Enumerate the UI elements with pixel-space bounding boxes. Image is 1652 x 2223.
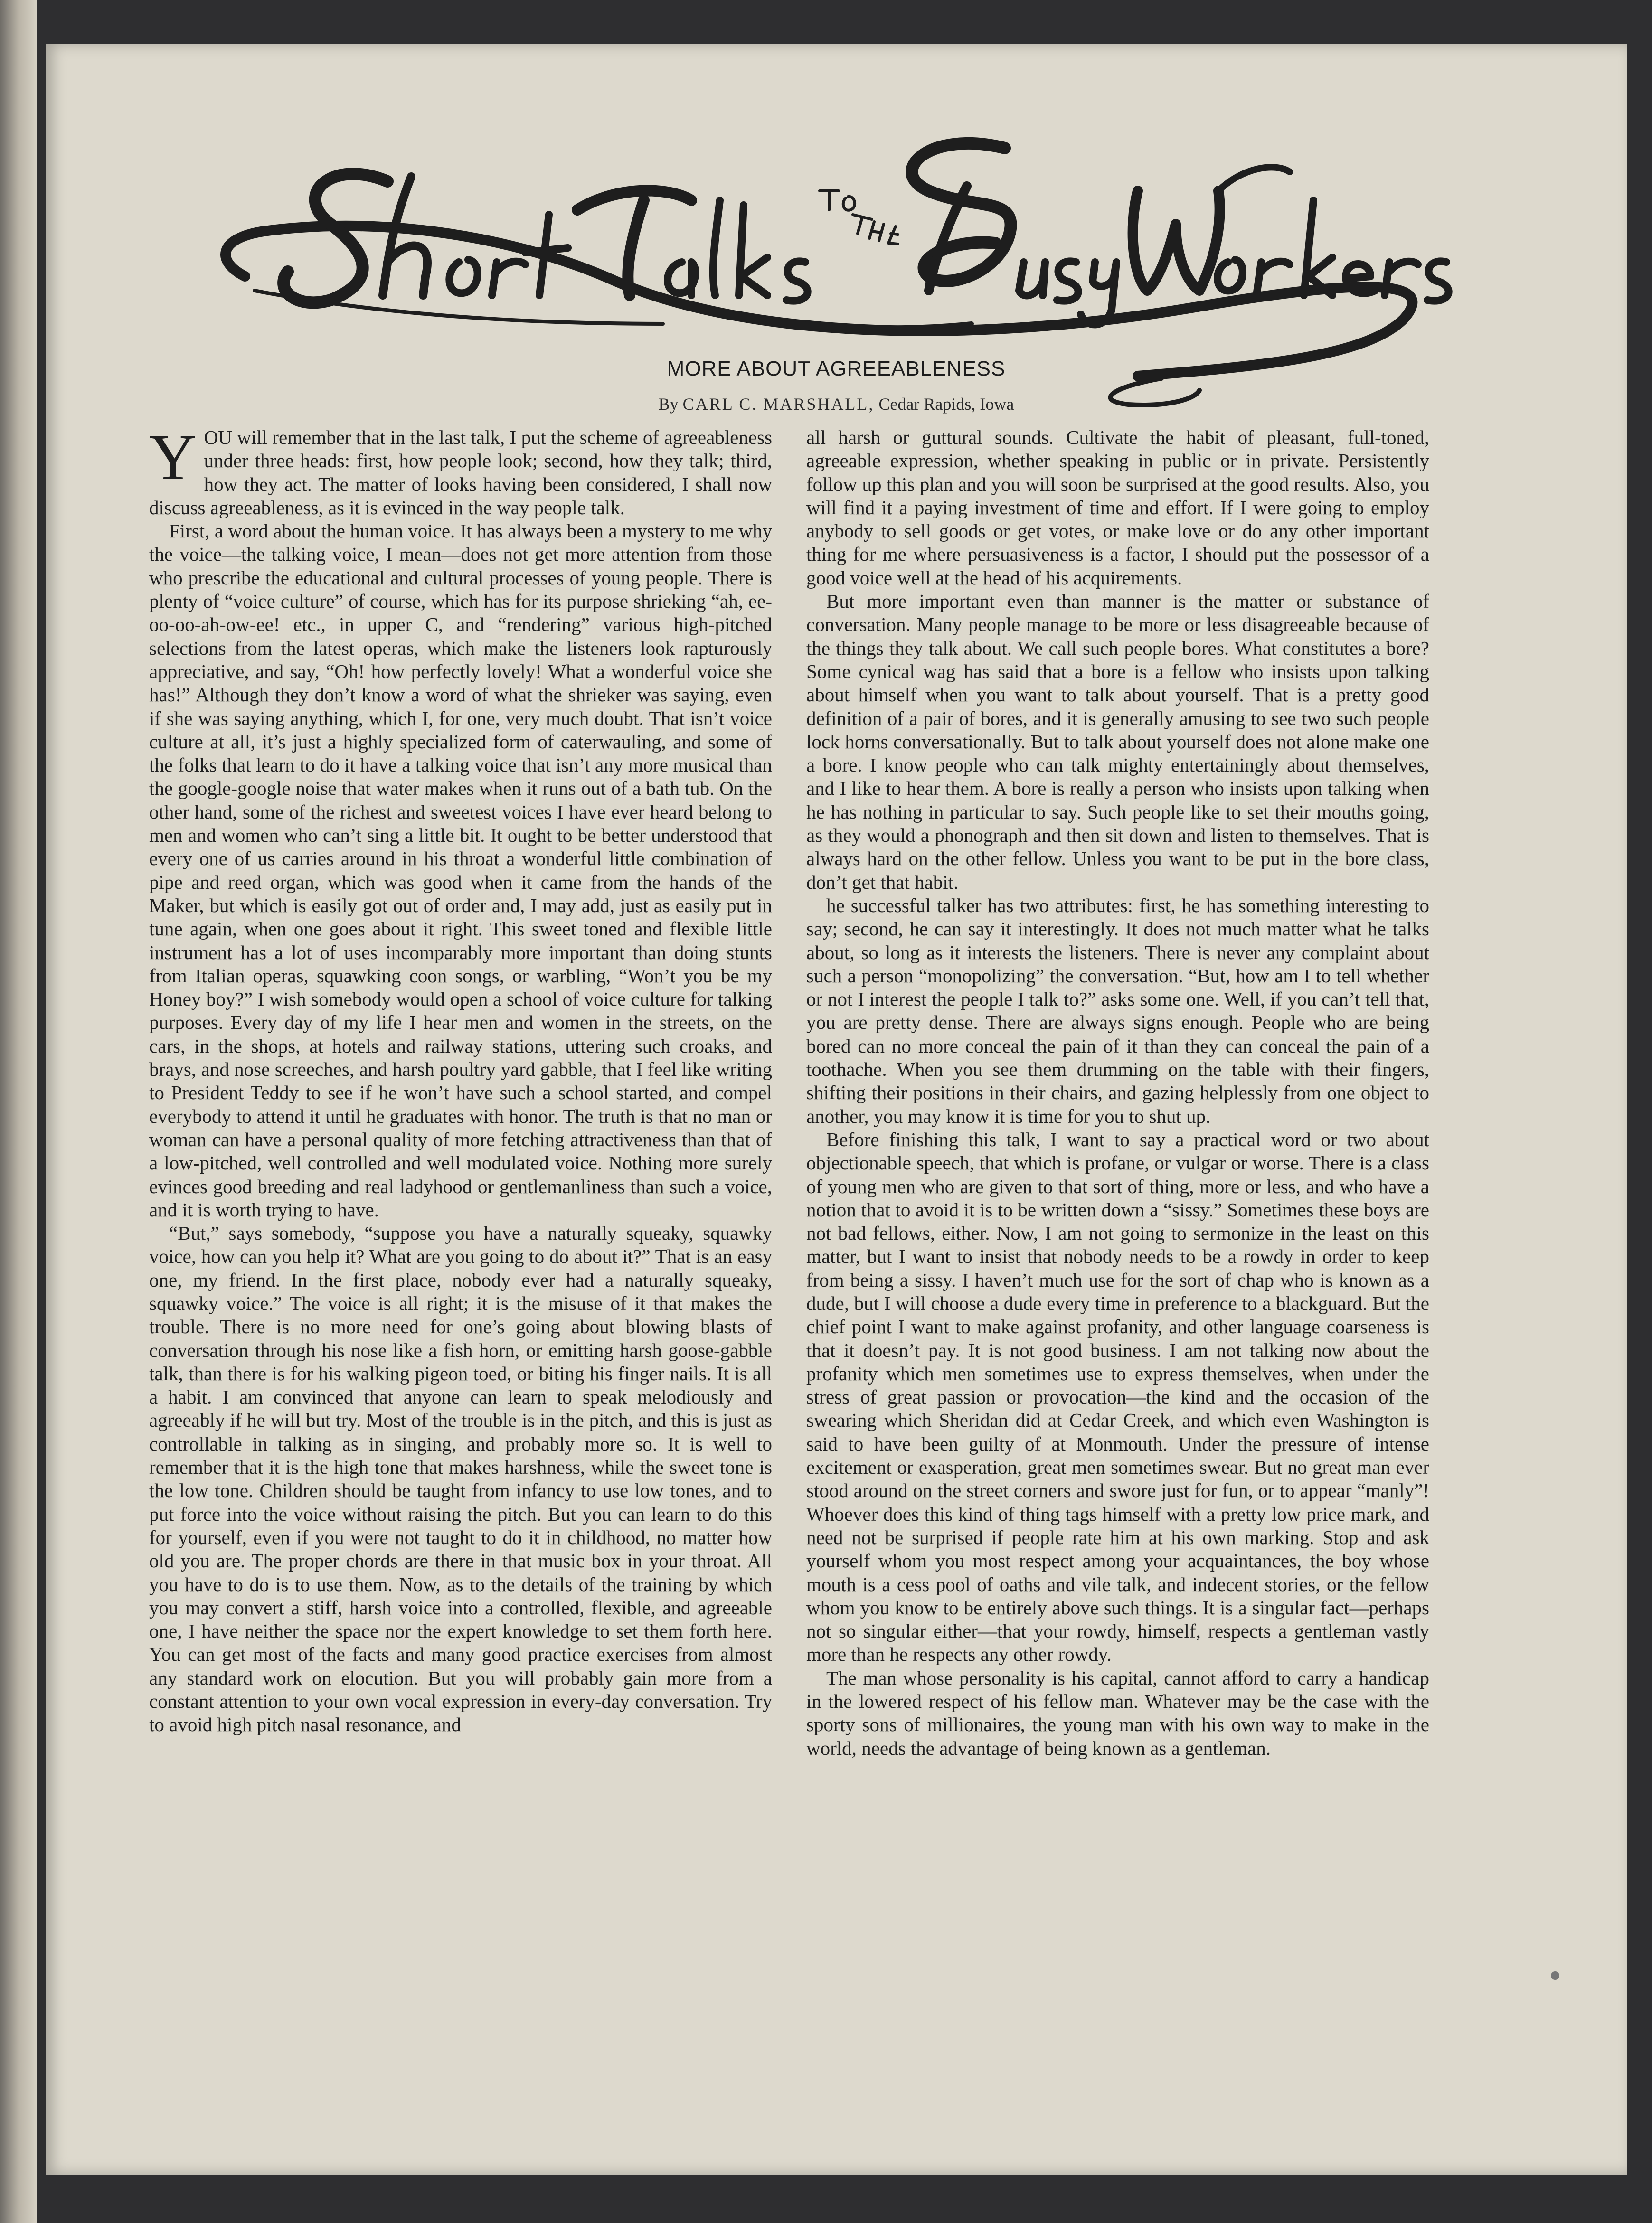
paragraph (149, 426, 772, 519)
paragraph: “But,” says somebody, “suppose you have a naturally squeaky, squawky voice, how can you help it? What are you going to do about it?” That is an easy one, my friend. In the first place, nobody ever had a naturally squeaky, squawky voice.” The voice is all right; it is the misuse of it that makes the trouble. There is no more need for one’s going about blowing blasts of conversation through his nose like a fish horn, or emitting harsh goose-gabble talk, than there is for his walking pigeon toed, or biting his finger nails. It is all a habit. I am convinced that anyone can learn to speak melodiously and agreeably if he will but try. Most of the trouble is in the pitch, and this is just as controllable in talking as in singing, and probably more so. It is well to remember that it is the high tone that makes harshness, while the sweet tone is the low tone. Children should be taught from infancy to use low tones, and to put force into the voice without raising the pitch. But you can learn to do this for yourself, even if you were not taught to do it in childhood, no matter how old you are. The proper chords are there in that music box in your throat. All you have to do is to use them. Now, as to the details of the training by which you may convert a stiff, harsh voice into a controlled, flexible, and agreeable one, I have neither the space nor the expert knowledge to set them forth here. You can get most of the facts and many good practice exercises from almost any standard work on elocution. But you will probably gain more from a constant attention to your own vocal expression in every-day conversation. Try to avoid high pitch nasal resonance, and (149, 1222, 772, 1736)
paragraph-text: OU will remember that in the last talk, I put the scheme of agreeableness under three heads: first, how people look; second, how they talk; third, how they act. The matter of looks having been considered, I shall now discuss agreeableness, as it is evinced in the way people talk. (149, 426, 772, 518)
text-column-right (806, 426, 1429, 2128)
paragraph: But more important even than manner is the matter or substance of conversation. Many people manage to be more or less disagreeable because of the things they talk about. We call such people bores. What constitutes a bore? Some cynical wag has said that a bore is a fellow who insists upon talking about himself when you want to talk about yourself. That is a pretty good definition of a pair of bores, and it is generally amusing to see two such people lock horns conversationally. But to talk about yourself does not alone make one a bore. I know people who can talk mighty entertainingly about themselves, and I like to hear them. A bore is really a person who insists upon talking when he has nothing in particular to say. Such people like to set their mouths going, as they would a phonograph and then sit down and listen to themselves. That is always hard on the other fellow. Unless you want to be put in the bore class, don’t get that habit. (806, 590, 1429, 893)
drop-cap: Y (149, 426, 197, 493)
byline-location: Cedar Rapids, Iowa (874, 395, 1014, 414)
paragraph: he successful talker has two attributes: first, he has something interesting to say; second, he can say it interestingly. It does not much matter what he talks about, so long as it interests the listeners. There is never any complaint about such a person “monopolizing” the conversation. “But, how am I to tell whether or not I interest the people I talk to?” asks some one. Well, if you can’t tell that, you are pretty dense. There are always signs enough. People who are being bored can no more conceal the pain of it than they can conceal the pain of a toothache. When you see them drumming on the table with their fingers, shifting their positions in their chairs, and gazing helplessly from one object to another, you may know it is time for you to shut up. (806, 894, 1429, 1127)
paragraph: all harsh or guttural sounds. Cultivate the habit of pleasant, full-toned, agreeable expression, whether speaking in public or in private. Persistently follow up this plan and you will soon be surprised at the good results. Also, you will find it a paying investment of time and effort. If I were going to employ anybody to sell goods or get votes, or make love or do any other important thing for me where persuasiveness is a factor, I should put the possessor of a good voice well at the head of his acquirements. (806, 426, 1429, 589)
magazine-page (46, 44, 1627, 2175)
text-column-left (149, 426, 772, 2128)
paragraph: First, a word about the human voice. It has always been a mystery to me why the voice—the talking voice, I mean—does not get more attention from those who prescribe the educational and cultural processes of young people. There is plenty of “voice culture” of course, which has for its purpose shrieking “ah, ee-oo-oo-ah-ow-ee! etc., in upper C, and “rendering” various high-pitched selections from the latest operas, which make the listeners look rapturously appreciative, and say, “Oh! how perfectly lovely! What a wonderful voice she has!” Although they don’t know a word of what the shrieker was saying, even if she was saying anything, which I, for one, very much doubt. That isn’t voice culture at all, it’s just a highly specialized form of caterwauling, and some of the folks that learn to do it have a talking voice that isn’t any more musical than the google-google noise that water makes when it runs out of a bath tub. On the other hand, some of the richest and sweetest voices I have ever heard belong to men and women who can’t sing a little bit. It ought to be better understood that every one of us carries around in his throat a wonderful little combination of pipe and reed organ, which was good when it came from the hands of the Maker, but which is easily got out of order and, I may add, just as easily put in tune again, when one goes about it right. This sweet toned and flexible little instrument has a lot of uses incomparably more important than doing stunts from Italian operas, squawking coon songs, or warbling, “Won’t you be my Honey boy?” I wish somebody would open a school of voice culture for talking purposes. Every day of my life I hear men and women in the streets, on the cars, in the shops, at hotels and railway stations, uttering such croaks, and brays, and nose screeches, and harsh poultry yard gabble, that I feel like writing to President Teddy to see if he won’t have such a school started, and compel everybody to attend it until he graduates with honor. The truth is that no man or woman can have a personal quality of more fetching attractiveness than that of a low-pitched, well controlled and well modulated voice. Nothing more surely evinces good breeding and real ladyhood or gentlemanliness than such a voice, and it is worth trying to have. (149, 520, 772, 1221)
article-title: MORE ABOUT AGREEABLENESS (667, 357, 1006, 380)
paragraph: The man whose personality is his capital, cannot afford to carry a handicap in the lowered respect of his fellow man. Whatever may be the case with the sporty sons of millionaires, the young man with his own way to make in the world, needs the advantage of being known as a gentleman. (806, 1667, 1429, 1759)
byline-author: CARL C. MARSHALL, (682, 395, 875, 414)
ink-speck (1551, 1971, 1559, 1980)
byline-prefix: By (658, 395, 683, 414)
paragraph: Before finishing this talk, I want to say a practical word or two about objectionable speech, that which is profane, or vulgar or worse. There is a class of young men who are given to that sort of thing, more or less, and who have a notion that to avoid it is to be written down a “sissy.” Sometimes these boys are not bad fellows, either. Now, I am not going to sermonize in the least on this matter, but I want to insist that nobody needs to be a rowdy in order to keep from being a sissy. I haven’t much use for the sort of chap who is known as a dude, but I will choose a dude every time in preference to a blackguard. But the chief point I want to make against profanity, and other language coarseness is that it doesn’t pay. It is not good business. I am not talking now about the profanity which men sometimes use to express themselves, when under the stress of great passion or provocation—the kind and the occasion of the swearing which Sheridan did at Cedar Creek, and which even Washington is said to have been guilty of at Monmouth. Under the pressure of intense excitement or exasperation, great men sometimes swear. But no great man ever stood around on the street corners and swore just for fun, or to appear “manly”! Whoever does this kind of thing tags himself with a pretty low price mark, and need not be surprised if people rate him at his own marking. Stop and ask yourself whom you most respect among your acquaintances, the boy whose mouth is a cess pool of oaths and vile talk, and indecent stories, or the fellow whom you know to be entirely above such things. It is a singular fact—perhaps not so singular either—that your rowdy, himself, respects a gentleman vastly more than he respects any other rowdy. (806, 1128, 1429, 1666)
byline (46, 394, 1627, 414)
adjacent-page-edge (0, 0, 37, 2223)
